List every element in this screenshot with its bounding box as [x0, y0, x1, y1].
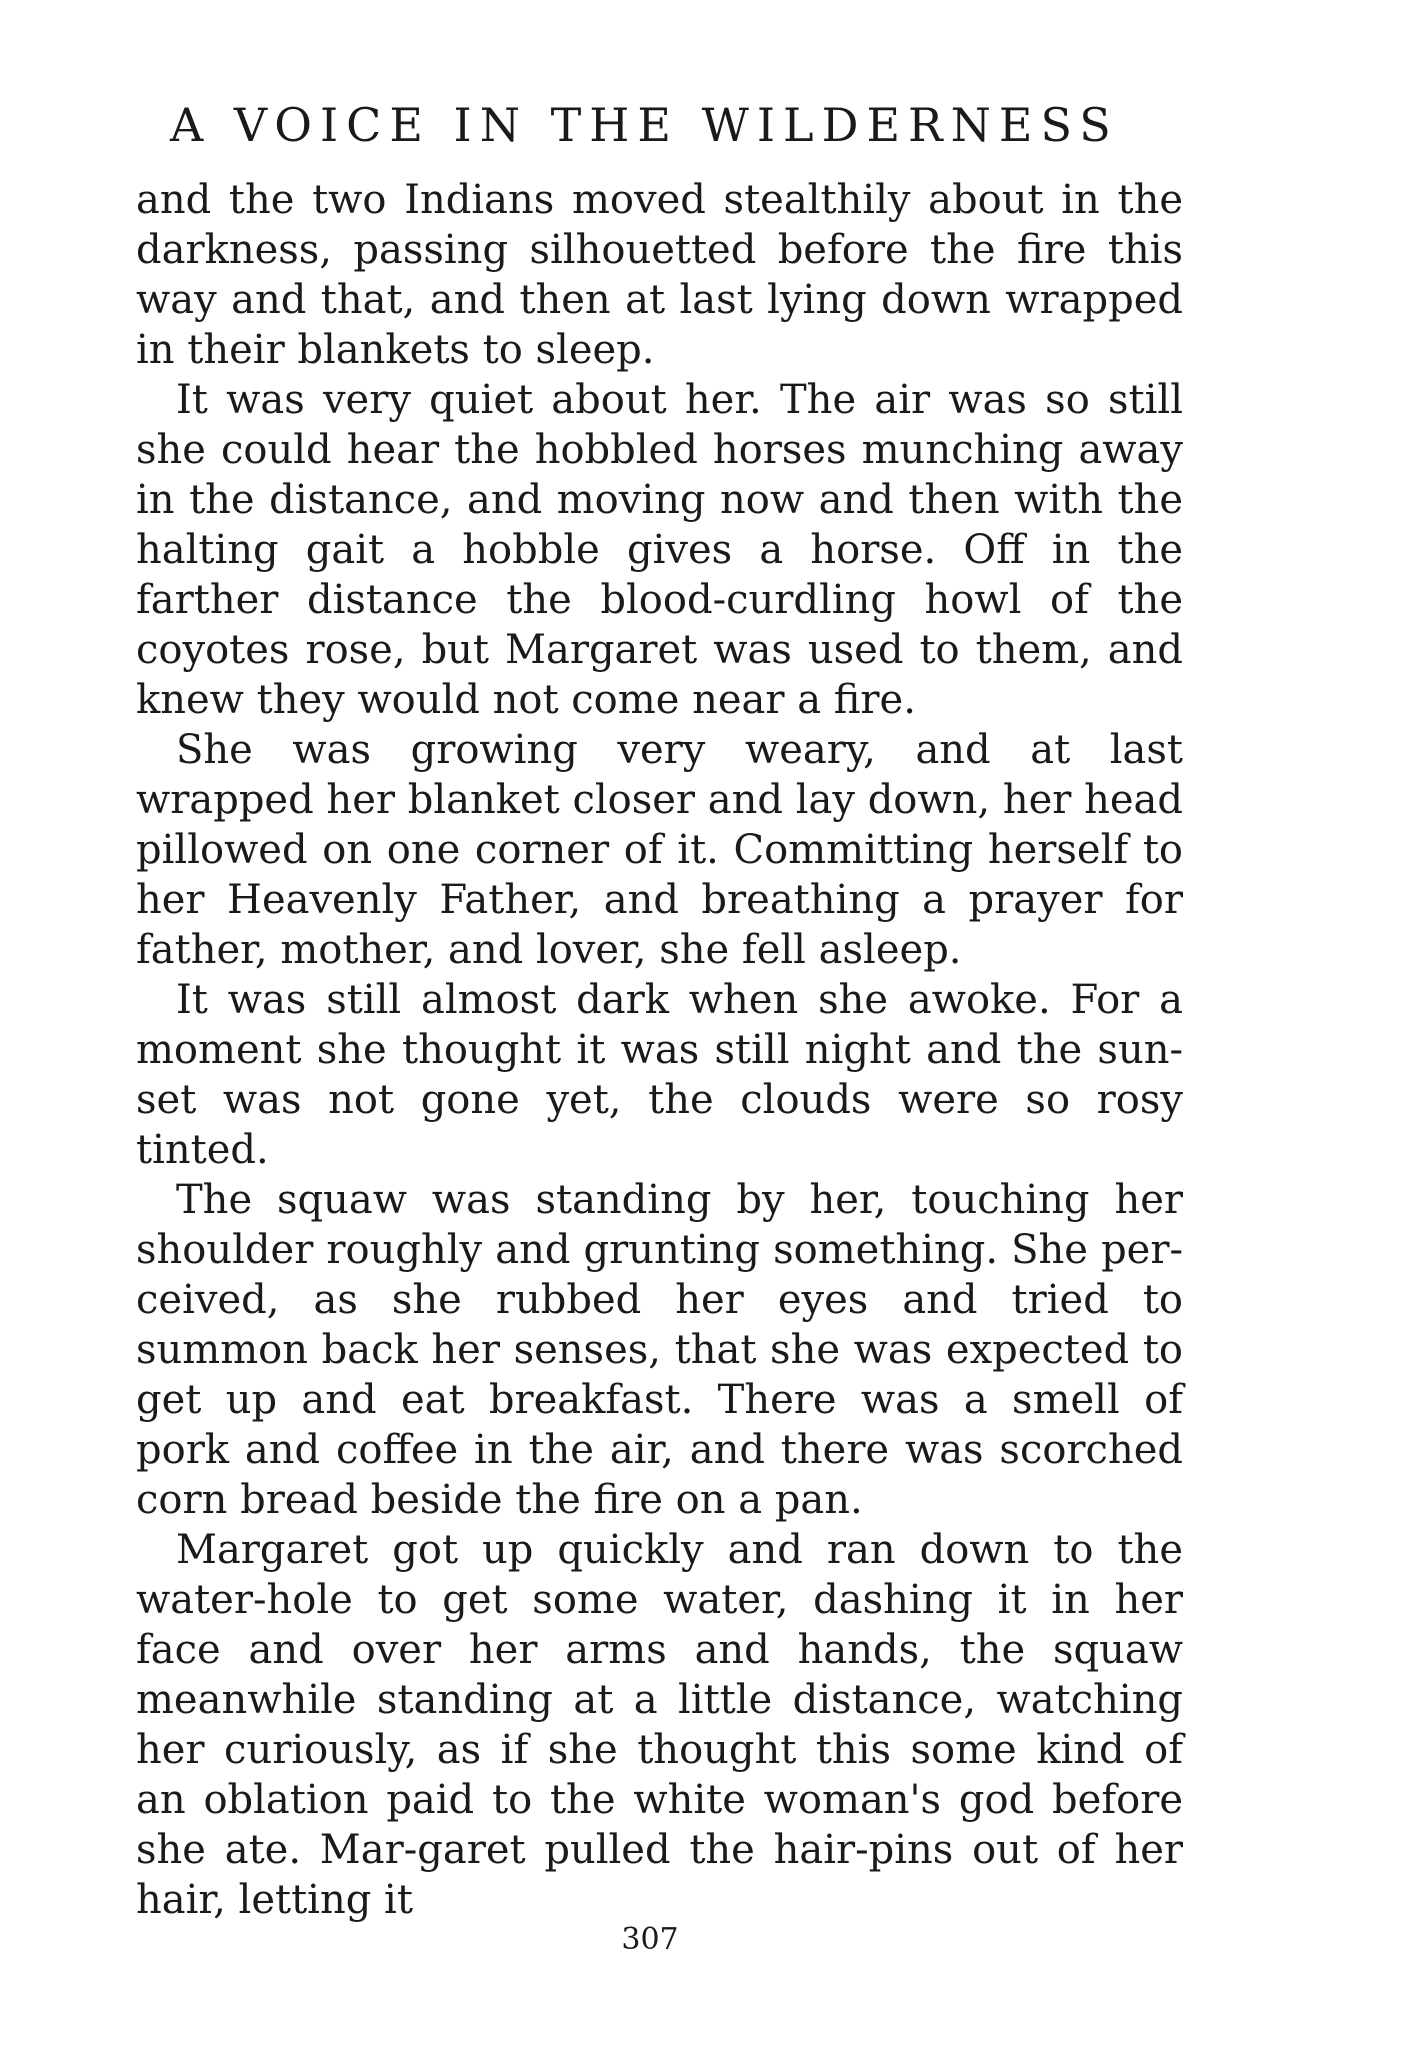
running-head: A VOICE IN THE WILDERNESS	[170, 98, 1119, 152]
paragraph: She was growing very weary, and at last wrapped her blanket closer and lay down, her head pillowed on one corner of it. Committing herself to her Heavenly Father, and breathing a prayer for father, mother, and lover, she fell asleep.	[136, 727, 1183, 973]
paragraph: and the two Indians moved stealthily about in the darkness, passing silhouetted before the fire this way and that, and then at last lying down wrapped in their blankets to sleep.	[136, 177, 1183, 373]
body-text	[136, 175, 1183, 1925]
paragraph: It was still almost dark when she awoke. For a moment she thought it was still night and the sun-set was not gone yet, the clouds were so rosy tinted.	[136, 977, 1183, 1173]
paragraph: The squaw was standing by her, touching her shoulder roughly and grunting something. She per-ceived, as she rubbed her eyes and tried to summon back her senses, that she was expected to get up and eat breakfast. There was a smell of pork and coffee in the air, and there was scorched corn bread beside the fire on a pan.	[136, 1177, 1183, 1523]
page-number: 307	[621, 1922, 679, 1957]
paragraph: It was very quiet about her. The air was so still she could hear the hobbled horses munching away in the distance, and moving now and then with the halting gait a hobble gives a horse. Off in the farther distance the blood-curdling howl of the coyotes rose, but Margaret was used to them, and knew they would not come near a fire.	[136, 377, 1183, 723]
paragraph: Margaret got up quickly and ran down to the water-hole to get some water, dashing it in her face and over her arms and hands, the squaw meanwhile standing at a little distance, watching her curiously, as if she thought this some kind of an oblation paid to the white woman's god before she ate. Mar-garet pulled the hair-pins out of her hair, letting it	[136, 1527, 1183, 1923]
